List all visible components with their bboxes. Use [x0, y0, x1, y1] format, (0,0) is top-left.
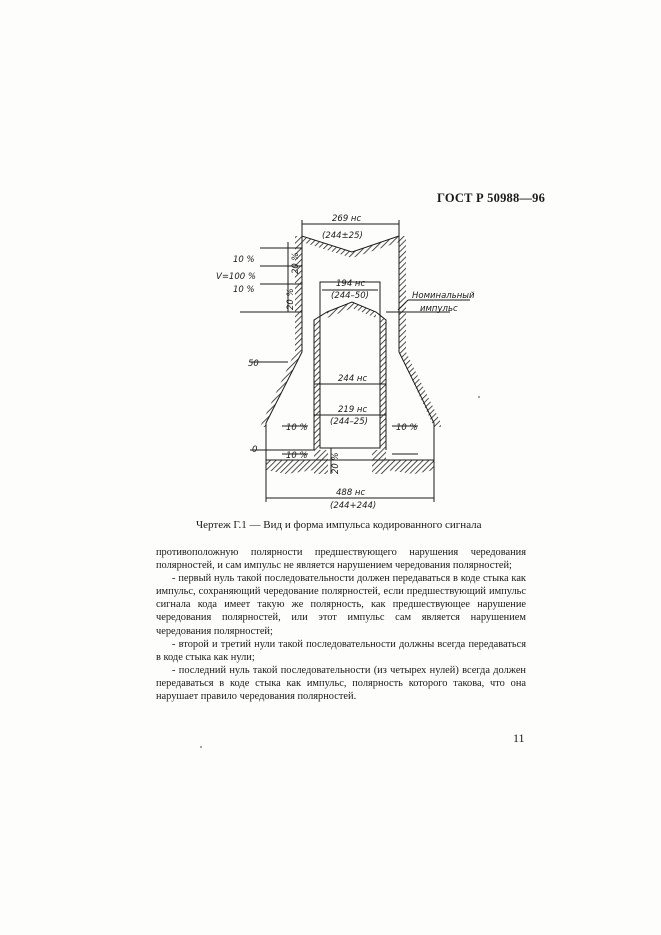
- paragraph: противоположную полярности предшествующего нарушения чередования полярностей, и сам импульс не является нарушением чередования полярностей;: [156, 547, 526, 572]
- label-mid-width: 244 нс: [338, 374, 368, 384]
- lower-mask-hatch-left: [314, 316, 320, 450]
- label-pct20-b: 20 %: [286, 288, 296, 310]
- label-top-width: 269 нс: [332, 214, 362, 224]
- label-pct10-b: 10 %: [233, 285, 255, 295]
- label-low-tol: (244–25): [330, 417, 368, 427]
- label-level-0: 0: [252, 445, 258, 455]
- label-pct10-a: 10 %: [233, 255, 255, 265]
- page-number: 11: [513, 731, 525, 745]
- label-bottom-width: 488 нс: [336, 488, 366, 498]
- lower-mask-hatch-top: [327, 302, 376, 318]
- upper-mask-hatch-right: [399, 236, 441, 427]
- figure-caption: Чертеж Г.1 — Вид и форма импульса кодированного сигнала: [196, 519, 482, 531]
- bottom-hatch-left: [266, 460, 314, 474]
- label-pct10-e: 10 %: [396, 423, 418, 433]
- scan-speck: [478, 396, 480, 398]
- label-top-tol: (244±25): [322, 231, 363, 241]
- paragraph: - первый нуль такой последовательности должен передаваться в коде стыка как импульс, сохраняющий чередование полярностей, если предшествующий импульс сигнала кода имеет такую же полярность, как предшествующее нарушение чередования полярностей, или этот импульс сам является нарушением чередования полярностей;: [156, 573, 526, 637]
- pulse-mask-figure: [190, 212, 520, 512]
- label-low-width: 219 нс: [338, 405, 368, 415]
- label-pct20-a: 20 %: [291, 252, 301, 274]
- lower-mask-hatch-right: [380, 316, 386, 450]
- inner-bottom-left: [314, 450, 328, 474]
- label-level-50: 50: [248, 359, 259, 369]
- paragraph: - последний нуль такой последовательности (из четырех нулей) всегда должен передаваться в коде стыка как импульс, полярность которого такова, что она нарушает правило чередования полярностей.: [156, 664, 526, 703]
- label-v100: V=100 %: [216, 272, 256, 282]
- label-nominal-2: импульс: [420, 304, 458, 314]
- label-pct10-d: 10 %: [286, 451, 308, 461]
- scan-speck: [200, 746, 202, 748]
- document-header: ГОСТ Р 50988—96: [437, 191, 546, 205]
- inner-bottom-right: [372, 450, 386, 474]
- label-inner-width: 194 нс: [336, 279, 366, 289]
- bottom-hatch-right: [386, 460, 434, 474]
- body-text: [156, 546, 526, 703]
- label-inner-tol: (244–50): [331, 291, 369, 301]
- label-bottom-tol: (244+244): [330, 501, 377, 511]
- label-nominal-1: Номинальный: [412, 291, 475, 301]
- label-pct10-c: 10 %: [286, 423, 308, 433]
- label-pct20-c: 20 %: [331, 452, 341, 474]
- paragraph: - второй и третий нули такой последовательности должны всегда передаваться в коде стыка как нули;: [156, 638, 526, 663]
